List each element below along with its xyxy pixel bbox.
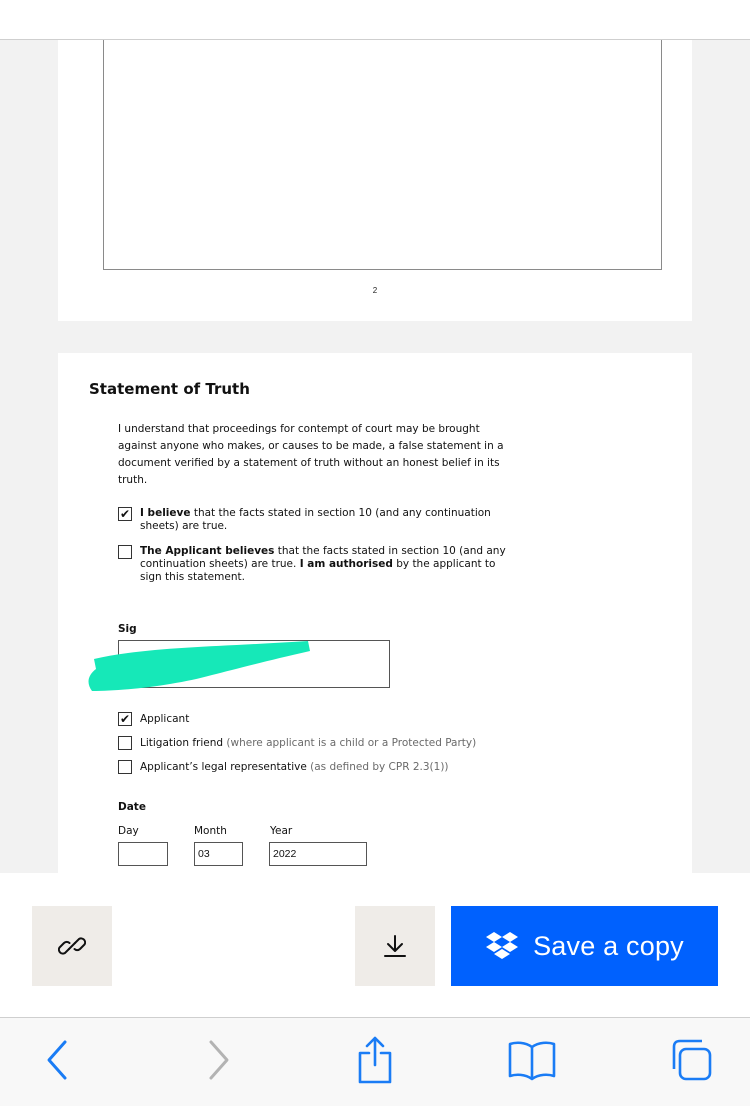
browser-toolbar <box>0 1017 750 1106</box>
dropbox-icon <box>485 931 519 961</box>
download-button[interactable] <box>355 906 435 986</box>
belief-bold-authorised: I am authorised <box>299 558 393 570</box>
bookmarks-icon <box>507 1038 557 1082</box>
month-label: Month <box>194 825 227 837</box>
back-icon <box>43 1038 73 1082</box>
role-label: Litigation friend <box>140 737 224 749</box>
checkbox-unchecked[interactable] <box>118 736 132 750</box>
share-button[interactable] <box>345 1035 405 1085</box>
month-field[interactable]: 03 <box>194 842 243 866</box>
document-viewer[interactable] <box>0 40 750 873</box>
belief-text-end: by the applicant to sign this statement. <box>140 558 496 583</box>
previous-page <box>58 40 692 321</box>
forward-button[interactable] <box>188 1035 248 1085</box>
signed-label: Sig <box>118 623 137 635</box>
tabs-icon <box>665 1035 715 1085</box>
copy-link-button[interactable] <box>32 906 112 986</box>
year-label: Year <box>270 825 293 837</box>
page-number: 2 <box>372 286 378 295</box>
day-field[interactable] <box>118 842 168 866</box>
belief-bold: I believe <box>140 507 191 519</box>
save-a-copy-label: Save a copy <box>533 930 684 961</box>
date-label: Date <box>118 801 146 813</box>
bookmarks-button[interactable] <box>502 1035 562 1085</box>
year-field[interactable]: 2022 <box>269 842 367 866</box>
download-icon <box>382 933 408 959</box>
role-label: Applicant’s legal representative <box>140 761 307 773</box>
checkbox-checked[interactable]: ✔ <box>119 712 131 726</box>
statement-page <box>58 353 692 873</box>
role-label: Applicant <box>140 713 190 725</box>
top-bar <box>0 0 750 40</box>
belief-text: that the facts stated in section 10 (and any continuation sheets) are true. <box>140 507 491 532</box>
tabs-button[interactable] <box>660 1035 720 1085</box>
day-label: Day <box>118 825 139 837</box>
link-icon <box>58 932 86 960</box>
belief-bold: The Applicant believes <box>140 545 275 557</box>
belief-text: that the facts stated in section 10 (and any continuation sheets) are true. <box>140 545 506 570</box>
signature-redaction <box>86 625 316 695</box>
checkbox-unchecked[interactable] <box>118 545 132 559</box>
save-a-copy-button[interactable] <box>451 906 718 986</box>
role-note: (where applicant is a child or a Protected Party) <box>223 737 477 749</box>
statement-title: Statement of Truth <box>89 380 250 398</box>
checkbox-checked[interactable]: ✔ <box>119 507 131 521</box>
forward-icon <box>203 1038 233 1082</box>
previous-page-frame <box>103 40 662 270</box>
statement-paragraph: I understand that proceedings for contempt of court may be brought against anyone who makes, or causes to be made, a false statement in a document verified by a statement of truth without an honest belief in its truth. <box>118 423 504 486</box>
role-note: (as defined by CPR 2.3(1)) <box>306 761 449 773</box>
checkbox-unchecked[interactable] <box>118 760 132 774</box>
action-bar <box>0 873 750 1017</box>
share-icon <box>355 1035 395 1085</box>
back-button[interactable] <box>28 1035 88 1085</box>
